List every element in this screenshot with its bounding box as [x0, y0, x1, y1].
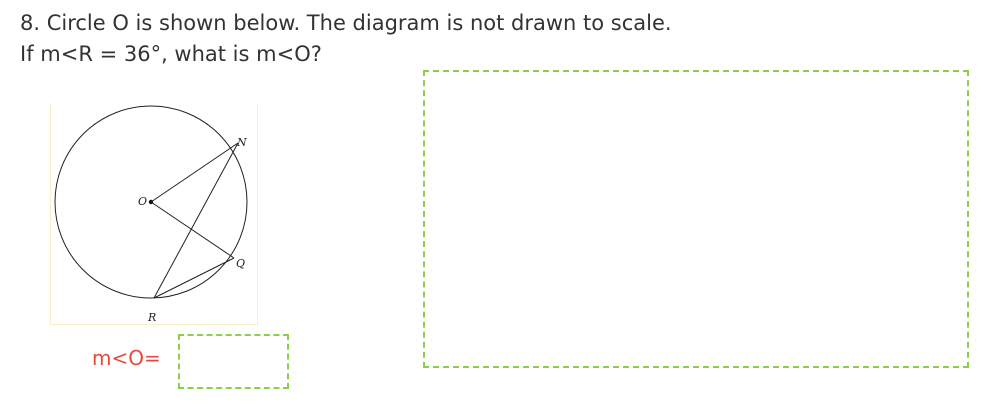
chord-rq: [154, 258, 234, 298]
label-n: N: [237, 136, 247, 149]
chord-rn: [154, 143, 238, 298]
label-r: R: [148, 311, 157, 324]
circle-diagram-figure: [51, 104, 259, 325]
radius-oq: [151, 202, 234, 258]
question-text: [20, 8, 920, 70]
circle-diagram: [50, 104, 258, 325]
answer-label: m<O=: [92, 346, 161, 370]
label-o: O: [138, 195, 148, 208]
question-line-1: 8. Circle O is shown below. The diagram is not drawn to scale.: [20, 11, 672, 35]
radius-on: [151, 143, 238, 202]
question-line-2: If m<R = 36°, what is m<O?: [20, 42, 322, 66]
answer-input-box[interactable]: [178, 334, 289, 389]
work-area-box[interactable]: [423, 70, 969, 368]
label-q: Q: [236, 257, 246, 270]
